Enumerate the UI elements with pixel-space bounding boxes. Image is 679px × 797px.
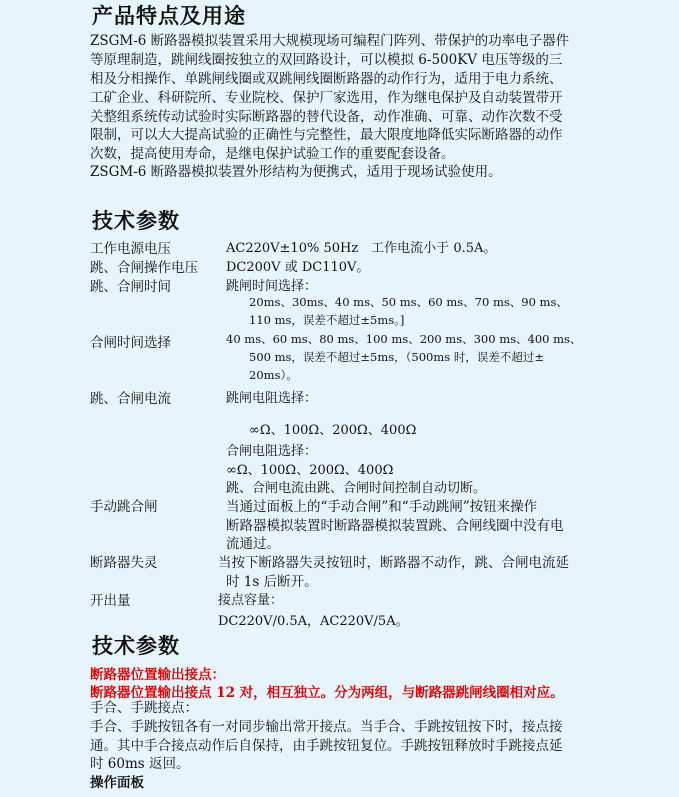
spec-label: 跳、合闸时间 [90, 279, 171, 295]
body-line: 手合、手跳接点： [90, 700, 198, 716]
spec-value: DC220V/0.5A，AC220V/5A。 [218, 614, 409, 629]
paragraph-line: 关整组系统传动试验时实际断路器的替代设备，动作准确、可靠、动作次数不受 [90, 109, 563, 125]
spec-value: 流通过。 [226, 536, 280, 552]
spec-label: 跳、合闸电流 [90, 391, 171, 407]
spec-value: 合闸电阻选择： [226, 444, 318, 459]
spec-value: 接点容量： [218, 593, 284, 608]
spec-value: 跳闸时间选择： [226, 279, 318, 294]
spec-value: 20ms）。 [249, 368, 298, 382]
spec-value: 20ms、30ms、40 ms、50 ms、60 ms、70 ms、90 ms、 [249, 295, 568, 309]
spec-value: 时 1s 后断开。 [226, 574, 318, 590]
spec-label: 断路器失灵 [90, 555, 158, 571]
spec-value: 当通过面板上的“手动合闸”和“手动跳闸”按钮来操作 [226, 499, 538, 515]
section-title-features: 产品特点及用途 [92, 3, 246, 28]
red-heading: 断路器位置输出接点： [90, 667, 225, 683]
body-line: 通。其中手合接点动作后自保持，由手跳按钮复位。手跳按钮释放时手跳接点延 [90, 738, 563, 754]
spec-value: DC200V 或 DC110V。 [226, 260, 370, 275]
red-heading: 断路器位置输出接点 12 对，相互独立。分为两组，与断路器跳闸线圈相对应。 [90, 685, 564, 701]
paragraph-line: ZSGM-6 断路器模拟装置采用大规模现场可编程门阵列、带保护的功率电子器件 [90, 33, 570, 49]
spec-value: 40 ms、60 ms、80 ms、100 ms、200 ms、300 ms、400 ms、 [226, 332, 582, 346]
section-title-specs-2: 技术参数 [92, 633, 180, 658]
spec-label: 合闸时间选择 [90, 335, 171, 351]
paragraph-line: ZSGM-6 断路器模拟装置外形结构为便携式，适用于现场试验使用。 [90, 164, 502, 180]
paragraph-line: 限制，可以大大提高试验的正确性与完整性，最大限度地降低实际断路器的动作 [90, 127, 563, 143]
spec-value: 500 ms，误差不超过±5ms，（500ms 时，误差不超过± [249, 350, 544, 364]
spec-value: 当按下断路器失灵按钮时，断路器不动作，跳、合闸电流延 [218, 555, 569, 571]
spec-value: ∞Ω、100Ω、200Ω、400Ω [226, 463, 394, 478]
section-title-specs: 技术参数 [92, 208, 180, 233]
spec-value: AC220V±10% 50Hz 工作电流小于 0.5A。 [226, 241, 497, 256]
spec-value: ∞Ω、100Ω、200Ω、400Ω [249, 423, 417, 438]
spec-label: 工作电源电压 [90, 241, 171, 257]
body-line: 手合、手跳按钮各有一对同步输出常开接点。当手合、手跳按钮按下时，接点接 [90, 719, 563, 735]
spec-value: 跳、合闸电流由跳、合闸时间控制自动切断。 [226, 481, 487, 496]
spec-value: 110 ms，误差不超过±5ms。] [249, 313, 405, 327]
paragraph-line: 工矿企业、科研院所、专业院校、保护厂家选用，作为继电保护及自动装置带开 [90, 90, 563, 106]
footer-heading: 操作面板 [90, 775, 144, 791]
spec-label: 手动跳合闸 [90, 499, 158, 515]
spec-label: 开出量 [90, 593, 131, 609]
spec-value: 跳闸电阻选择： [226, 391, 318, 406]
body-line: 时 60ms 返回。 [90, 756, 190, 772]
paragraph-line: 等原理制造，跳闸线圈按独立的双回路设计，可以模拟 6-500KV 电压等级的三 [90, 52, 563, 68]
spec-label: 跳、合闸操作电压 [90, 260, 198, 276]
spec-value: 断路器模拟装置时断路器模拟装置跳、合闸线圈中没有电 [226, 518, 564, 534]
paragraph-line: 相及分相操作、单跳闸线圈或双跳闸线圈断路器的动作行为，适用于电力系统、 [90, 71, 563, 87]
paragraph-line: 次数，提高使用寿命，是继电保护试验工作的重要配套设备。 [90, 146, 455, 162]
